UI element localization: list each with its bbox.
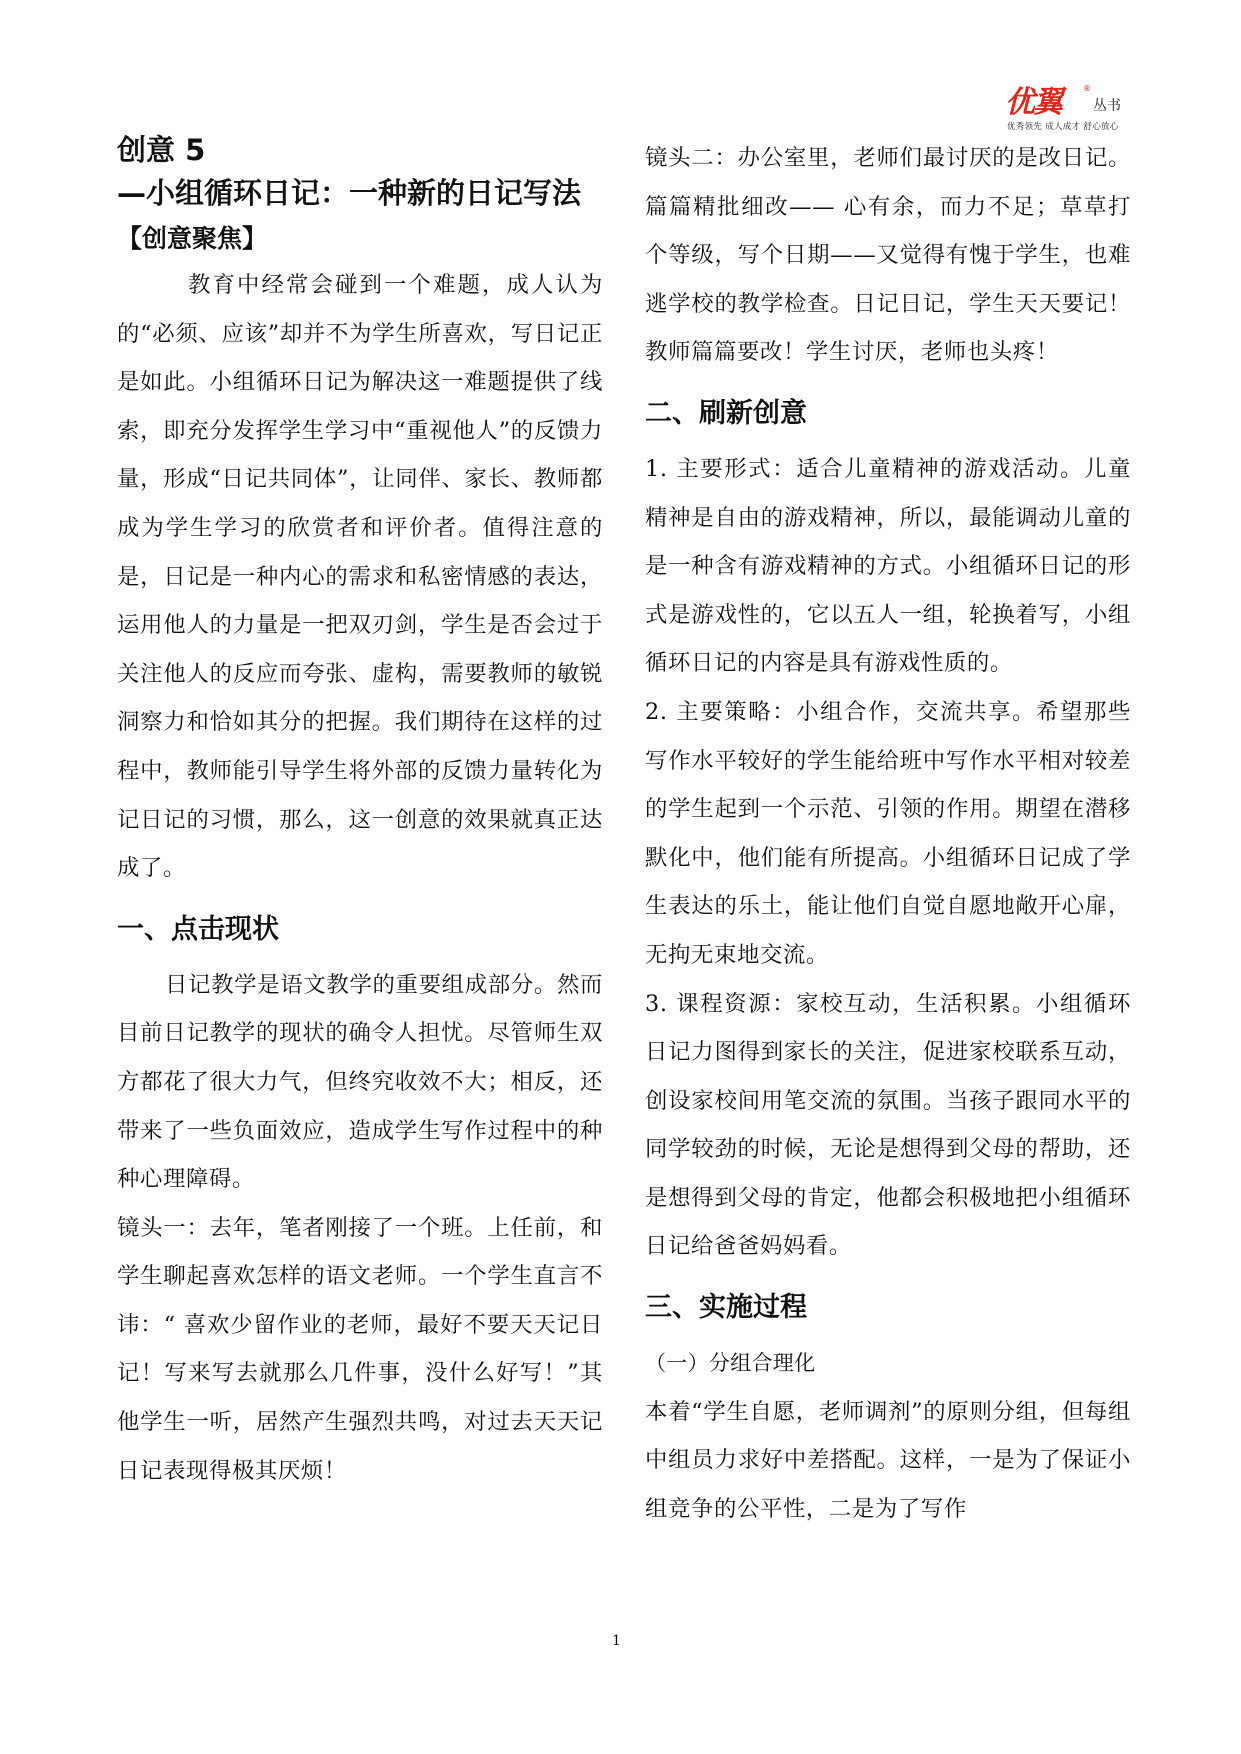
section3-heading: 三、实施过程 xyxy=(645,1292,807,1324)
section1-paragraph-2: 镜头一：去年，笔者刚接了一个班。上任前，和学生聊起喜欢怎样的语文老师。一个学生直言不讳：“ 喜欢少留作业的老师，最好不要天天记日记！写来写去就那么几件事，没什么好写！”其他学生一听，居然产生强烈共鸣，对过去天天记日记表现得极其厌烦！ xyxy=(117,1214,603,1484)
doc-subtitle: —小组循环日记：一种新的日记写法 xyxy=(117,176,582,210)
focus-heading: 【创意聚焦】 xyxy=(117,224,268,253)
left-column xyxy=(117,130,603,1495)
logo-series-text: 丛书 xyxy=(1093,98,1121,114)
logo-brand-text: 优翼 xyxy=(1005,85,1061,120)
doc-title: 创意 5 xyxy=(117,133,206,167)
logo-registered-mark: ® xyxy=(1083,84,1091,93)
focus-paragraph: 教育中经常会碰到一个难题，成人认为的“必须、应该”却并不为学生所喜欢，写日记正是如此。小组循环日记为解决这一难题提供了线索，即充分发挥学生学习中“重视他人”的反馈力量，形成“日记共同体”，让同伴、家长、教师都成为学生学习的欣赏者和评价者。值得注意的是，日记是一种内心的需求和私密情感的表达，运用他人的力量是一把双刃剑，学生是否会过于关注他人的反应而夸张、虚构，需要教师的敏锐洞察力和恰如其分的把握。我们期待在这样的过程中，教师能引导学生将外部的反馈力量转化为记日记的习惯，那么，这一创意的效果就真正达成了。 xyxy=(117,272,603,882)
section2-paragraph-2: 2. 主要策略：小组合作，交流共享。希望那些写作水平较好的学生能给班中写作水平相对较差的学生起到一个示范、引领的作用。期望在潜移默化中，他们能有所提高。小组循环日记成了学生表达的乐土，能让他们自觉自愿地敞开心扉，无拘无束地交流。 xyxy=(645,698,1131,968)
section1-paragraph-3: 镜头二：办公室里，老师们最讨厌的是改日记。篇篇精批细改—— 心有余，而力不足；草草打个等级，写个日期——又觉得有愧于学生，也难逃学校的教学检查。日记日记，学生天天要记！教师篇篇要改！学生讨厌，老师也头疼！ xyxy=(645,145,1131,366)
page-number: 1 xyxy=(612,1633,621,1649)
section2-paragraph-1: 1. 主要形式：适合儿童精神的游戏活动。儿童精神是自由的游戏精神，所以，最能调动儿童的是一种含有游戏精神的方式。小组循环日记的形式是游戏性的，它以五人一组，轮换着写，小组循环日记的内容是具有游戏性质的。 xyxy=(645,455,1131,677)
right-column xyxy=(645,134,1131,1533)
section3-subheading: （一）分组合理化 xyxy=(645,1351,816,1376)
brand-logo xyxy=(1005,84,1141,134)
section1-paragraph-1: 日记教学是语文教学的重要组成部分。然而目前日记教学的现状的确令人担忧。尽管师生双方都花了很大力气，但终究收效不大；相反，还带来了一些负面效应，造成学生写作过程中的种种心理障碍。 xyxy=(117,971,603,1193)
section2-paragraph-3: 3. 课程资源：家校互动，生活积累。小组循环日记力图得到家长的关注，促进家校联系互动，创设家校间用笔交流的氛围。当孩子跟同水平的同学较劲的时候，无论是想得到父母的帮助，还是想得到父母的肯定，他都会积极地把小组循环日记给爸爸妈妈看。 xyxy=(645,990,1131,1260)
section2-heading: 二、刷新创意 xyxy=(645,397,807,429)
section1-heading: 一、点击现状 xyxy=(117,913,279,945)
logo-slogan: 优秀领先 成人成才 舒心放心 xyxy=(1007,122,1119,132)
section3-paragraph-1: 本着“学生自愿，老师调剂”的原则分组，但每组中组员力求好中差搭配。这样，一是为了保证小组竞争的公平性，二是为了写作 xyxy=(645,1398,1131,1522)
